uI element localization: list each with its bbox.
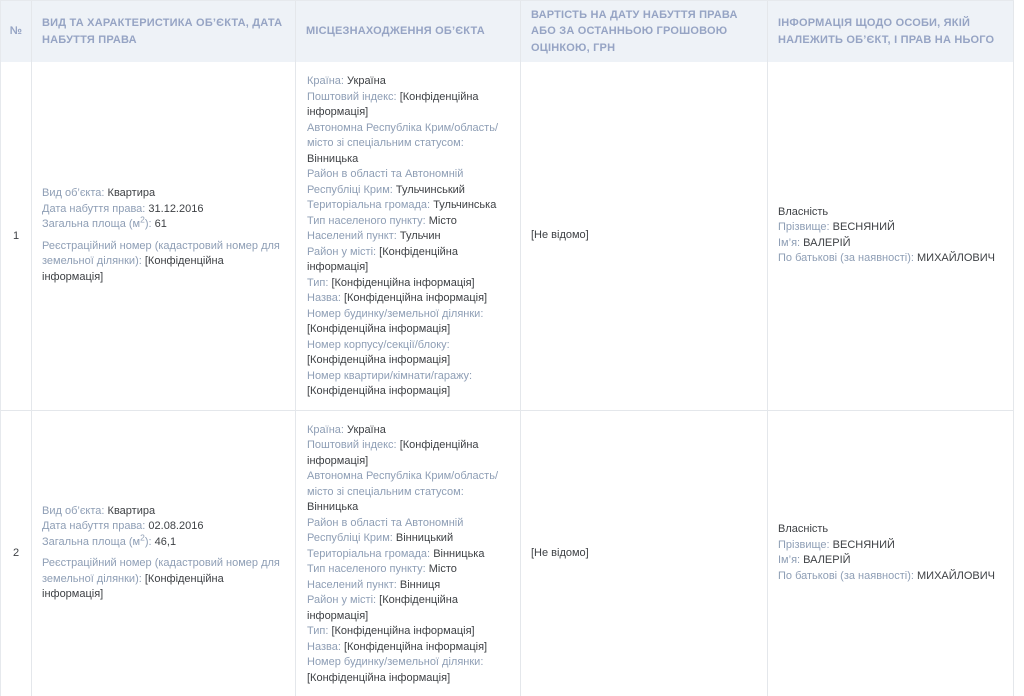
row-number: 2 [13, 547, 19, 559]
field-label: ): [145, 536, 152, 548]
location-field [307, 291, 518, 307]
field-label: Дата набуття права: [42, 203, 145, 215]
field-label: Вид об’єкта: [42, 505, 104, 517]
field-label: Прізвище: [778, 539, 830, 551]
field-label: Район в області та Автономній Республіці Крим: [307, 168, 463, 196]
object-area-field [42, 535, 285, 551]
table-header [0, 1, 1014, 62]
location-field [307, 438, 518, 469]
location-field [307, 307, 518, 338]
field-value: Україна [347, 75, 386, 87]
field-label: Загальна площа (м [42, 536, 140, 548]
field-value: Вінницька [307, 153, 358, 165]
location-field [307, 245, 518, 276]
field-value: [Конфіденційна інформація] [307, 672, 450, 684]
field-value: ВЕСНЯНИЙ [833, 539, 895, 551]
header-line: МІСЦЕЗНАХОДЖЕННЯ ОБ’ЄКТА [306, 23, 485, 40]
header-number [1, 1, 32, 62]
cell-row-number [1, 62, 32, 410]
field-label: Номер квартири/кімнати/гаражу: [307, 370, 472, 382]
cell-row-number [1, 411, 32, 696]
row-number: 1 [13, 230, 19, 242]
field-label: Номер будинку/земельної ділянки: [307, 308, 483, 320]
field-value: [Конфіденційна інформація] [307, 354, 450, 366]
location-field [307, 74, 518, 90]
location-field [307, 640, 518, 656]
field-label: Вид об’єкта: [42, 187, 104, 199]
superscript-2: 2 [140, 215, 145, 225]
object-main-block [42, 186, 285, 233]
cell-owner [768, 62, 1014, 410]
owner-name-field [778, 236, 1005, 252]
object-kind-field [42, 186, 285, 202]
header-owner-info-lines [778, 15, 994, 48]
field-label: По батькові (за наявності): [778, 252, 914, 264]
field-label: Реєстраційний номер (кадастровий номер для земельної ділянки): [42, 240, 280, 268]
field-value: [Конфіденційна інформація] [307, 439, 479, 467]
field-label: Поштовий індекс: [307, 91, 397, 103]
object-registration-block [42, 556, 285, 603]
header-object-type [32, 1, 296, 62]
field-label: По батькові (за наявності): [778, 570, 914, 582]
location-field [307, 276, 518, 292]
location-field [307, 198, 518, 214]
field-value: ВАЛЕРІЙ [803, 237, 850, 249]
header-line: АБО ЗА ОСТАННЬОЮ ГРОШОВОЮ [531, 23, 738, 40]
field-label: Тип населеного пункту: [307, 215, 426, 227]
location-field [307, 469, 518, 516]
ownership-type [778, 205, 1005, 221]
valuation-value: [Не відомо] [531, 228, 589, 244]
field-label: Реєстраційний номер (кадастровий номер для земельної ділянки): [42, 557, 280, 585]
field-label: Країна: [307, 75, 344, 87]
header-line: НАБУТТЯ ПРАВА [42, 32, 282, 49]
field-value: Місто [429, 215, 457, 227]
field-value: 02.08.2016 [148, 520, 203, 532]
owner-patronymic-field [778, 251, 1005, 267]
owner-patronymic-field [778, 569, 1005, 585]
field-label: Територіальна громада: [307, 548, 430, 560]
object-kind-field [42, 504, 285, 520]
field-value: Власність [778, 206, 828, 218]
owner-name-field [778, 553, 1005, 569]
cell-object [32, 411, 296, 696]
location-field [307, 338, 518, 369]
header-owner-info [768, 1, 1014, 62]
header-valuation [521, 1, 768, 62]
field-value: [Конфіденційна інформація] [307, 323, 450, 335]
field-label: Тип: [307, 625, 328, 637]
location-field [307, 229, 518, 245]
location-field [307, 167, 518, 198]
field-label: Номер корпусу/секції/блоку: [307, 339, 450, 351]
cell-object [32, 62, 296, 410]
table-row [0, 62, 1014, 411]
header-line: ВИД ТА ХАРАКТЕРИСТИКА ОБ’ЄКТА, ДАТА [42, 15, 282, 32]
field-label: Тип населеного пункту: [307, 563, 426, 575]
field-value: 61 [155, 218, 167, 230]
field-value: ВАЛЕРІЙ [803, 554, 850, 566]
field-value: Вінницька [433, 548, 484, 560]
field-value: Тульчинський [396, 184, 465, 196]
location-field [307, 121, 518, 168]
field-value: МИХАЙЛОВИЧ [917, 570, 995, 582]
field-value: [Конфіденційна інформація] [344, 292, 487, 304]
field-value: Вінницький [396, 532, 453, 544]
field-label: Назва: [307, 641, 341, 653]
field-label: Ім’я: [778, 237, 800, 249]
object-date-field [42, 519, 285, 535]
field-value: Квартира [108, 187, 156, 199]
field-label: Поштовий індекс: [307, 439, 397, 451]
ownership-type [778, 522, 1005, 538]
field-label: Населений пункт: [307, 230, 397, 242]
object-main-block [42, 504, 285, 551]
field-value: Місто [429, 563, 457, 575]
cell-valuation [521, 62, 768, 410]
object-area-field [42, 217, 285, 233]
cell-valuation [521, 411, 768, 696]
field-label: Район у місті: [307, 594, 376, 606]
field-label: Район у місті: [307, 246, 376, 258]
owner-surname-field [778, 538, 1005, 554]
object-registration-field [42, 556, 285, 603]
field-label: Дата набуття права: [42, 520, 145, 532]
field-value: 46,1 [155, 536, 176, 548]
header-valuation-lines [531, 7, 738, 57]
field-label: Ім’я: [778, 554, 800, 566]
field-value: ВЕСНЯНИЙ [833, 221, 895, 233]
superscript-2: 2 [140, 532, 145, 542]
field-value: Вінниця [400, 579, 440, 591]
cell-location [296, 411, 521, 696]
field-value: [Конфіденційна інформація] [307, 385, 450, 397]
field-value: [Конфіденційна інформація] [344, 641, 487, 653]
location-field [307, 578, 518, 594]
header-line: ВАРТІСТЬ НА ДАТУ НАБУТТЯ ПРАВА [531, 7, 738, 24]
field-label: ): [145, 218, 152, 230]
object-registration-field [42, 239, 285, 286]
field-value: [Конфіденційна інформація] [42, 573, 224, 601]
location-field [307, 516, 518, 547]
field-label: Назва: [307, 292, 341, 304]
field-value: Власність [778, 523, 828, 535]
location-field [307, 655, 518, 686]
field-value: [Конфіденційна інформація] [331, 277, 474, 289]
location-field [307, 369, 518, 400]
field-label: Прізвище: [778, 221, 830, 233]
field-label: Країна: [307, 424, 344, 436]
object-registration-block [42, 239, 285, 286]
header-object-type-lines [42, 15, 282, 48]
owner-surname-field [778, 220, 1005, 236]
field-value: Україна [347, 424, 386, 436]
field-label: Автономна Республіка Крим/область/місто зі спеціальним статусом: [307, 122, 498, 150]
field-value: Вінницька [307, 501, 358, 513]
field-label: Населений пункт: [307, 579, 397, 591]
header-location [296, 1, 521, 62]
field-value: [Конфіденційна інформація] [331, 625, 474, 637]
field-value: [Конфіденційна інформація] [307, 91, 479, 119]
header-location-lines [306, 23, 485, 40]
object-date-field [42, 202, 285, 218]
field-value: [Конфіденційна інформація] [307, 594, 458, 622]
location-field [307, 423, 518, 439]
field-value: МИХАЙЛОВИЧ [917, 252, 995, 264]
location-field [307, 214, 518, 230]
field-label: Загальна площа (м [42, 218, 140, 230]
field-label: Автономна Республіка Крим/область/місто зі спеціальним статусом: [307, 470, 498, 498]
field-value: 31.12.2016 [148, 203, 203, 215]
table-row [0, 411, 1014, 696]
field-value: Квартира [108, 505, 156, 517]
header-line: ОЦІНКОЮ, ГРН [531, 40, 738, 57]
cell-owner [768, 411, 1014, 696]
field-label: Номер будинку/земельної ділянки: [307, 656, 483, 668]
field-value: Тульчинська [433, 199, 496, 211]
field-value: [Конфіденційна інформація] [307, 246, 458, 274]
field-value: Тульчин [400, 230, 441, 242]
location-field [307, 624, 518, 640]
location-field [307, 593, 518, 624]
header-line: ІНФОРМАЦІЯ ЩОДО ОСОБИ, ЯКІЙ [778, 15, 994, 32]
valuation-value: [Не відомо] [531, 546, 589, 562]
field-value: [Конфіденційна інформація] [42, 255, 224, 283]
header-line: НАЛЕЖИТЬ ОБ’ЄКТ, І ПРАВ НА НЬОГО [778, 32, 994, 49]
location-field [307, 562, 518, 578]
field-label: Район в області та Автономній Республіці Крим: [307, 517, 463, 545]
field-label: Територіальна громада: [307, 199, 430, 211]
location-field [307, 547, 518, 563]
cell-location [296, 62, 521, 410]
header-number-label: № [10, 23, 22, 40]
location-field [307, 90, 518, 121]
field-label: Тип: [307, 277, 328, 289]
